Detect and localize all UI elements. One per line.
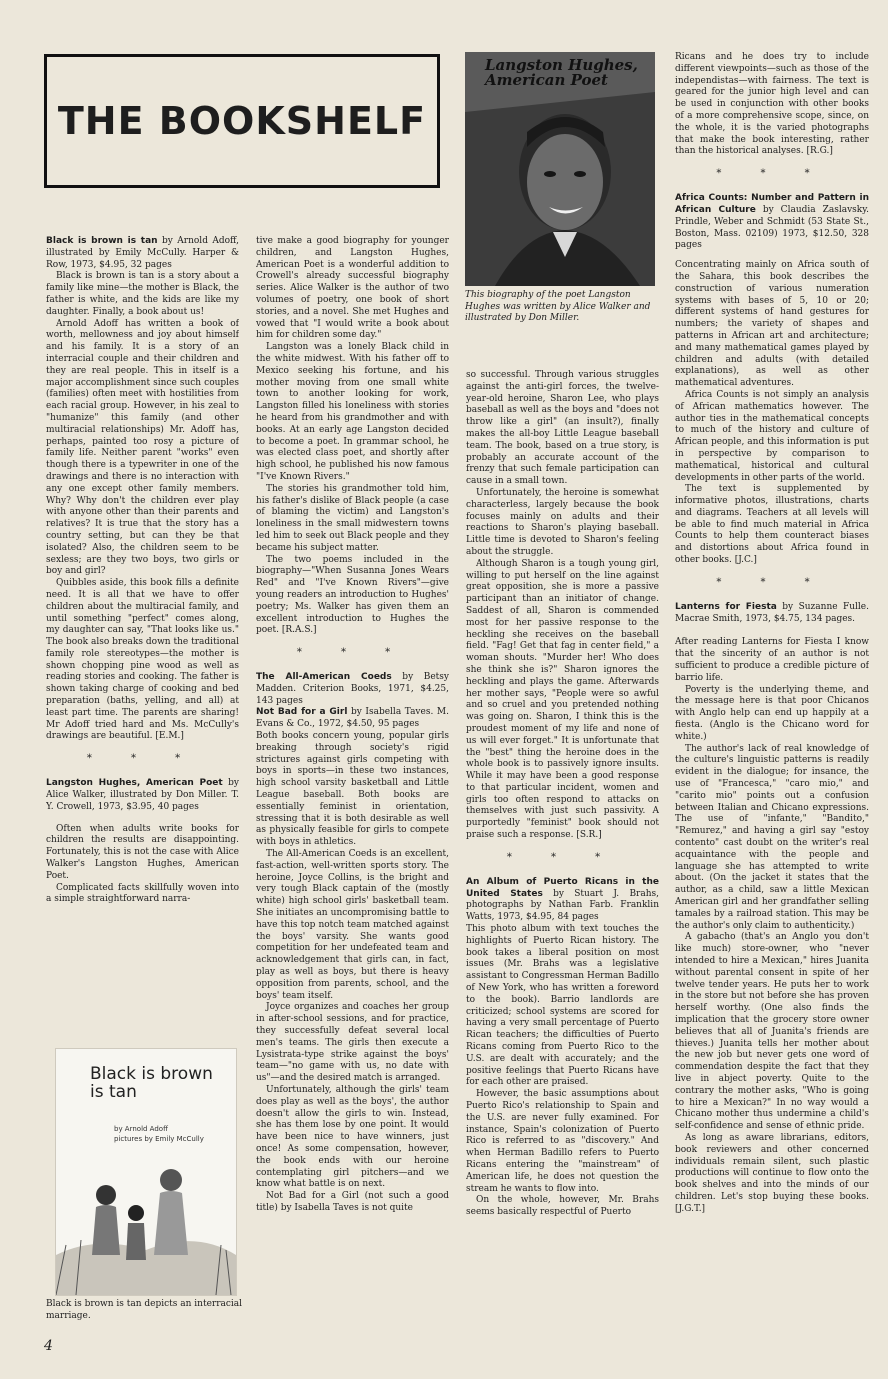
review-paragraph: Unfortunately, the heroine is somewhat characterless, largely because the book focuses mainly on adults and their reactions to Sharon's playing baseball. Little time is devoted to Sharon's feeling about the struggle. <box>466 487 659 557</box>
review-paragraph: After reading Lanterns for Fiesta I know that the sincerity of an author is not sufficient to produce a credible picture of barrio life. <box>675 637 869 683</box>
review-paragraph: Unfortunately, although the girls' team does play as well as the boys', the author doesn't allow the girls to win. Instead, she has them lose by one point. It would have been nice to have winners, just once! As some compensation, however, the book ends with our heroine contemplating girl pitchers—and we know what battle is on next. <box>256 1084 449 1190</box>
family-illustration <box>56 1145 236 1295</box>
review-paragraph: The stories his grandmother told him, his father's dislike of Black people (a case of blaming the victim) and Langston's loneliness in the small midwestern towns led him to seek out Black people and they became his subject matter. <box>256 483 449 553</box>
review-paragraph: The two poems included in the biography—"When Susanna Jones Wears Red" and "I've Known Rivers"—give young readers an introduction to Hughes' poetry; Ms. Walker has given them an excellent introduction to Hughes the poet. [R.A.S.] <box>256 554 449 636</box>
masthead-box <box>44 54 440 188</box>
black-cover-caption-text: Black is brown is tan depicts an interracial marriage. <box>46 1299 243 1321</box>
review-paragraph: The All-American Coeds is an excellent, fast-action, well-written sports story. The heroine, Joyce Collins, is the bright and very tough Black captain of the (mostly white) high school girls' basketball team. She initiates an uncompromising battle to have this top notch team matched against the boys' varsity. She wants good competition for her undefeated team and acknowledgement that girls can, in fact, play as well as boys, but there is heavy opposition from parents, school, and the boys' team itself. <box>256 849 449 1001</box>
column-4 <box>675 52 869 1332</box>
page-number: 4 <box>44 1338 53 1354</box>
review-meta-coeds: by Betsy Madden. Criterion Books, 1971, $4.25, 143 pages <box>256 672 449 706</box>
review-paragraph: Complicated facts skillfully woven into a simple straightforward narra- <box>46 882 239 905</box>
section-separator: * * * <box>506 851 619 863</box>
review-head-not-bad-for-a-girl: Not Bad for a Girl <box>256 707 348 718</box>
review-paragraph: Quibbles aside, this book fills a definite need. It is all that we have to offer children about the multiracial family, and until something "perfect" comes along, my daughter can say, "That looks like us." The book also breaks down the traditional family role stereotypes—the mother is shown chopping pine wood as well as reading stories and cooking. The father is shown taking charge of cooking and bed preparation (baths, yelling, and all) at least part time. The parents are sharing! Mr Adoff tried hard and Ms. McCully's drawings are beautiful. [E.M.] <box>46 578 239 742</box>
review-paragraph: The author's lack of real knowledge of the culture's linguistic patterns is readily evident in the dialogue; for insance, the use of "Francesca," "caro mio," and "carito mio" points out a confusion between Italian and Chicano expressions. The use of "infante," "Bandito," "Remurez," and having a girl say "estoy contento" cast doubt on the writer's real acquaintance with the people and language she has attempted to write about. (On the jacket it states that the author, as a child, saw a little Mexican American girl and her grandfather selling tamales by a railroad station. This may be the author's only claim to authenticity.) <box>675 743 869 931</box>
black-cover-author: by Arnold Adoff <box>114 1125 168 1133</box>
review-head-all-american-coeds: The All-American Coeds <box>256 672 392 683</box>
review-paragraph: Poverty is the underlying theme, and the message here is that poor Chicanos with Anglo help can end up happily at a fiesta. (Anglo is the Chicano word for white.) <box>675 684 869 742</box>
review-paragraph: so successful. Through various struggles against the anti-girl forces, the twelve-year-old heroine, Sharon Lee, who plays baseball as well as the boys and "does not throw like a girl" (an insult?), finally makes the all-boy Little League baseball team. The book, based on a true story, is probably an accurate account of the frenzy that such female participation can cause in a small town. <box>466 370 659 487</box>
black-cover-title: Black is brown is tan <box>90 1064 213 1102</box>
review-paragraph: Both books concern young, popular girls breaking through society's rigid strictures against girls competing with boys in sports—in these two instances, high school varsity basketball and Little League baseball. Both books are essentially feminist in orientation, stressing that it is both desirable as well as physically feasible for girls to compete with boys in athletics. <box>256 731 449 848</box>
review-paragraph: Africa Counts is not simply an analysis of African mathematics however. The author ties in the mathematical concepts to much of the history and culture of African people, and this information is put in perspective by comparison to mathematical, historical and cultural developments in other parts of the world. <box>675 389 869 483</box>
review-meta-langston: by Alice Walker, illustrated by Don Miller. T. Y. Crowell, 1973, $3.95, 40 pages <box>46 778 239 812</box>
section-separator: * * * <box>716 168 828 180</box>
review-paragraph: Langston was a lonely Black child in the white midwest. With his father off to Mexico seeking his fortune, and his mother moving from one small white town to another looking for work, Langston filled his loneliness with stories he heard from his grandmother and with books. At an early age Langston decided to become a poet. In grammar school, he was elected class poet, and shortly after high school, he published his now famous "I've Known Rivers." <box>256 342 449 482</box>
review-paragraph: Ricans and he does try to include different viewpoints—such as those of the independistas—with fairness. The text is geared for the junior high level and can be used in conjunction with other books of a more comprehensive scope, since, on the whole, it is the varied photographs that make the book interesting, rather than the historical analyses. [R.G.] <box>675 52 869 157</box>
review-paragraph: The text is supplemented by informative photos, illustrations, charts and diagrams. Teachers at all levels will be able to find much material in Africa Counts to help them counteract biases and distortions about Africa found in other books. [J.C.] <box>675 484 869 566</box>
review-head-lanterns-for-fiesta: Lanterns for Fiesta <box>675 601 777 612</box>
review-paragraph: Black is brown is tan is a story about a family like mine—the mother is Black, the father is white, and the kids are like my daughter. Finally, a book about us! <box>46 271 239 317</box>
review-meta-lanterns: by Suzanne Fulle. Macrae Smith, 1973, $4.75, 134 pages. <box>675 601 869 624</box>
review-paragraph: Although Sharon is a tough young girl, willing to put herself on the line against great opposition, she is more a passive participant than an initiator of change. Saddest of all, Sharon is commended most for her passive response to the heckling she receives on the baseball field. "Fag! Get that fag in center field," a woman shouts. "Murder her! Who does she think she is?" Sharon ignores the heckling and plays the game. Afterwards her mother says, "People were so awful and so cruel and you pretended nothing was going on. Sharon, I think this is the proudest moment of my life and none of us will ever forget." It is unfortunate that the "best" thing the heroine does in the whole book is to passively ignore insults. While it may have been a good response to that particular incident, women and girls too often respond to attacks on themselves with just such passivity. A purportedly "feminist" book should not praise such a response. [S.R.] <box>466 558 659 841</box>
column-3 <box>466 370 659 1330</box>
review-paragraph: A gabacho (that's an Anglo you don't like much) store-owner, who "never intended to hire a Mexican," hires Juanita without parental consent in spite of her twelve tender years. He puts her to work in the store but not before she has proven herself worthy. (One also finds the implication that the grocery store owner believes that all of Juanita's friends are thieves.) Juanita tells her mother about the new job but never gets one word of commendation despite the fact that they live in abject poverty. Quite to the contrary the mother asks, "Who is going to hire a Mexican?" In no way would a Chicano mother thus undermine a child's self-confidence and sense of ethnic pride. <box>675 932 869 1132</box>
langston-hughes-cover-image <box>465 52 655 286</box>
review-meta-africa-counts: by Claudia Zaslavsky. Prindle, Weber and Schmidt (53 State St., Boston, Mass. 02109) 1973, $12.50, 328 pages <box>675 204 869 251</box>
review-paragraph: Arnold Adoff has written a book of worth, mellowness and joy about himself and his family. It is a story of an interracial couple and their children and they are real people. This in itself is a major accomplishment since such couples (families) often meet with hostilities from each racial group. However, in his zeal to "humanize" this family (and other multiracial relationships) Mr. Adoff has, perhaps, painted too rosy a picture of family life. Neither parent "works" even though there is a typewriter in one of the drawings and there is no interaction with any one except other family members. Why? Why don't the children ever play with anyone other than their parents and relatives? It is true that the story has a country setting, but can they be that isolated? Also, the children seem to be sexless; are they two boys, two girls or boy and girl? <box>46 318 239 577</box>
review-paragraph: As long as aware librarians, editors, book reviewers and other concerned individuals remain silent, such plastic productions will continue to flow onto the book shelves and into the minds of our children. Let's stop buying these books. [J.G.T.] <box>675 1132 869 1214</box>
black-cover-caption <box>46 1299 246 1322</box>
section-separator: * * * <box>296 647 409 659</box>
review-paragraph: However, the basic assumptions about Puerto Rico's relationship to Spain and the U.S. are never fully examined. For instance, Spain's colonization of Puerto Rico is referred to as "discovery." And when Herman Badillo refers to Puerto Ricans entering the "mainstream" of American life, he does not question the stream he wants to flow into. <box>466 1089 659 1194</box>
review-meta-black-is-brown: by Arnold Adoff, illustrated by Emily McCully. Harper & Row, 1973, $4.95, 32 pages <box>46 236 239 270</box>
review-head-black-is-brown: Black is brown is tan <box>46 236 158 246</box>
section-separator: * * * <box>716 576 828 588</box>
review-paragraph: Not Bad for a Girl (not such a good title) by Isabella Taves is not quite <box>256 1191 449 1213</box>
review-meta-puerto-ricans: by Stuart J. Brahs, photographs by Nathan Farb. Franklin Watts, 1973, $4.95, 84 pages <box>466 888 659 923</box>
review-paragraph: Concentrating mainly on Africa south of the Sahara, this book describes the construction of various numeration systems with bases of 5, 10 or 20; different systems of hand gestures for numbers; the variety of shapes and patterns in African art and architecture; and many mathematical games played by children and adults (with detailed explanations), as well as other mathematical adventures. <box>675 260 869 389</box>
review-paragraph: On the whole, however, Mr. Brahs seems basically respectful of Puerto <box>466 1195 659 1218</box>
black-is-brown-cover-image <box>55 1048 237 1296</box>
column-1 <box>46 236 239 1036</box>
review-head-africa-counts: Africa Counts: Number and Pattern in African Culture <box>675 193 869 215</box>
review-meta-not-bad: by Isabella Taves. M. Evans & Co., 1972, $4.50, 95 pages <box>256 707 449 730</box>
review-paragraph: Joyce organizes and coaches her group in after-school sessions, and for practice, they successfully defeat several local men's teams. The girls then execute a Lysistrata-type strike against the boys' team—"no game with us, no date with us"—and the desired match is arranged. <box>256 1002 449 1084</box>
review-paragraph: tive make a good biography for younger children, and Langston Hughes, American Poet is a wonderful addition to Crowell's already successful biography series. Alice Walker is the author of two volumes of poetry, one book of short stories, and a novel. She met Hughes and vowed that "I would write a book about him for children some day." <box>256 236 449 341</box>
review-paragraph: This photo album with text touches the highlights of Puerto Rican history. The book takes a liberal position on most issues (Mr. Brahs was a legislative assistant to Congressman Herman Badillo of New York, who has written a foreword to the book). Barrio landlords are criticized; school systems are scored for having a very small percentage of Puerto Rican teachers; the difficulties of Puerto Ricans coming from Puerto Rico to the U.S. are dealt with accurately; and the positive feelings that Puerto Ricans have for each other are praised. <box>466 924 659 1088</box>
langston-cover-caption: This biography of the poet Langston Hughes was written by Alice Walker and illustrated by Don Miller. <box>465 290 651 323</box>
review-head-puerto-ricans: An Album of Puerto Ricans in the United States <box>466 876 659 899</box>
review-paragraph: Often when adults write books for children the results are disappointing. Fortunately, this is not the case with Alice Walker's Langston Hughes, American Poet. <box>46 823 239 881</box>
review-head-langston: Langston Hughes, American Poet <box>46 778 223 789</box>
langston-cover-title: Langston Hughes, American Poet <box>485 56 638 89</box>
masthead-title: THE BOOKSHELF <box>57 99 427 143</box>
column-2 <box>256 236 449 1326</box>
section-separator: * * * <box>86 753 199 765</box>
black-cover-illustrator: pictures by Emily McCully <box>114 1135 204 1143</box>
